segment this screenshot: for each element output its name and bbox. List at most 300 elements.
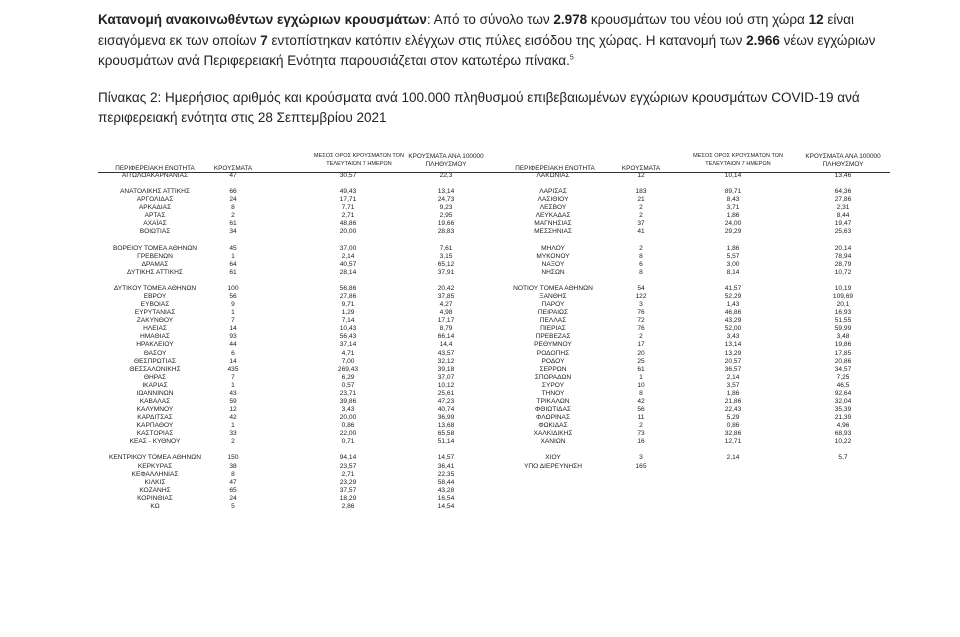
cases-cell: 3 bbox=[639, 301, 643, 309]
avg-cell: 4,71 bbox=[341, 349, 355, 357]
region-cell: ΝΟΤΙΟΥ ΤΟΜΕΑ ΑΘΗΝΩΝ bbox=[513, 284, 593, 292]
region-cell: ΙΩΑΝΝΙΝΩΝ bbox=[136, 389, 174, 397]
avg-cell: 2,14 bbox=[726, 454, 740, 462]
cases-cell: 20 bbox=[637, 349, 645, 357]
region-cell: ΑΙΤΩΛΟΑΚΑΡΝΑΝΙΑΣ bbox=[121, 172, 189, 179]
region-cell: ΚΕΑΣ - ΚΥΘΝΟΥ bbox=[129, 438, 181, 446]
per100k-cell: 58,44 bbox=[437, 478, 455, 486]
per100k-cell: 13,68 bbox=[437, 422, 455, 430]
per100k-cell: 4,27 bbox=[439, 301, 453, 309]
avg-cell: 3,57 bbox=[726, 381, 740, 389]
cases-cell: 14 bbox=[229, 325, 237, 333]
domestic-cases: 2.966 bbox=[746, 32, 780, 48]
per100k-cell: 25,61 bbox=[437, 389, 455, 397]
region-cell: ΦΩΚΙΔΑΣ bbox=[538, 422, 568, 430]
cases-cell: 33 bbox=[229, 430, 237, 438]
region-cell: ΗΛΕΙΑΣ bbox=[143, 325, 167, 333]
header-avg-right: ΜΕΣΟΣ ΟΡΟΣ ΚΡΟΥΣΜΑΤΩΝ ΤΩΝ ΤΕΛΕΥΤΑΙΩΝ 7 ΗΜΕΡΩΝ bbox=[693, 153, 783, 167]
avg-cell: 1,86 bbox=[726, 244, 740, 252]
intro-text-3: είναι εισαγόμενα εκ των οποίων bbox=[98, 12, 854, 48]
region-cell: ΜΕΣΣΗΝΙΑΣ bbox=[534, 228, 572, 236]
header-avg-left: ΜΕΣΟΣ ΟΡΟΣ ΚΡΟΥΣΜΑΤΩΝ ΤΟΝ ΤΕΛΕΥΤΑΙΩΝ 7 ΗΜΕΡΩΝ bbox=[313, 153, 405, 167]
region-cell: ΔΡΑΜΑΣ bbox=[141, 260, 169, 268]
per100k-cell: 40,74 bbox=[437, 406, 455, 414]
per100k-cell: 2,95 bbox=[439, 212, 453, 220]
per100k-cell: 14,57 bbox=[437, 454, 455, 462]
region-cell: ΠΕΙΡΑΙΩΣ bbox=[537, 309, 569, 317]
avg-cell: 6,29 bbox=[341, 373, 355, 381]
avg-cell: 52,29 bbox=[724, 293, 742, 301]
avg-cell: 0,86 bbox=[726, 422, 740, 430]
avg-cell: 24,00 bbox=[724, 220, 742, 228]
cases-cell: 47 bbox=[229, 478, 237, 486]
cases-cell: 6 bbox=[639, 260, 643, 268]
avg-cell: 23,29 bbox=[339, 478, 357, 486]
per100k-cell: 8,44 bbox=[836, 212, 850, 220]
region-cell: ΦΛΩΡΙΝΑΣ bbox=[535, 414, 571, 422]
per100k-cell: 4,96 bbox=[836, 422, 850, 430]
cases-cell: 10 bbox=[637, 381, 645, 389]
region-cell: ΣΠΟΡΑΔΩΝ bbox=[534, 373, 572, 381]
region-cell: ΠΡΕΒΕΖΑΣ bbox=[535, 333, 571, 341]
region-cell: ΝΑΞΟΥ bbox=[541, 260, 565, 268]
cases-cell: 64 bbox=[229, 260, 237, 268]
per100k-cell: 20,14 bbox=[834, 244, 852, 252]
region-cell: ΜΑΓΝΗΣΙΑΣ bbox=[534, 220, 572, 228]
cases-cell: 9 bbox=[231, 301, 235, 309]
cases-cell: 45 bbox=[229, 244, 237, 252]
avg-cell: 48,86 bbox=[339, 220, 357, 228]
per100k-cell: 28,79 bbox=[834, 260, 852, 268]
region-cell: ΚΕΝΤΡΙΚΟΥ ΤΟΜΕΑ ΑΘΗΝΩΝ bbox=[109, 454, 201, 462]
cases-cell: 3 bbox=[639, 454, 643, 462]
cases-cell: 37 bbox=[637, 220, 645, 228]
per100k-cell: 19,86 bbox=[834, 341, 852, 349]
per100k-cell: 7,25 bbox=[836, 373, 850, 381]
avg-cell: 0,57 bbox=[341, 381, 355, 389]
region-cell: ΛΑΡΙΣΑΣ bbox=[539, 188, 567, 196]
per100k-cell: 37,91 bbox=[437, 268, 455, 276]
avg-cell: 22,43 bbox=[724, 406, 742, 414]
region-cell: ΚΑΛΥΜΝΟΥ bbox=[136, 406, 174, 414]
per100k-cell: 65,12 bbox=[437, 260, 455, 268]
per100k-cell: 20,1 bbox=[836, 301, 850, 309]
cases-cell: 24 bbox=[229, 494, 237, 502]
per100k-cell: 19,47 bbox=[834, 220, 852, 228]
avg-cell: 2,14 bbox=[341, 252, 355, 260]
region-cell: ΑΡΤΑΣ bbox=[144, 212, 166, 220]
cases-cell: 1 bbox=[639, 373, 643, 381]
avg-cell: 56,86 bbox=[339, 284, 357, 292]
per100k-cell: 21,39 bbox=[834, 414, 852, 422]
per100k-cell: 9,23 bbox=[439, 204, 453, 212]
avg-cell: 23,71 bbox=[339, 389, 357, 397]
region-cell: ΛΕΥΚΑΔΑΣ bbox=[535, 212, 571, 220]
region-cell: ΦΘΙΩΤΙΔΑΣ bbox=[535, 406, 571, 414]
per100k-cell: 36,99 bbox=[437, 414, 455, 422]
intro-paragraph bbox=[98, 10, 898, 72]
per100k-cell: 7,61 bbox=[439, 244, 453, 252]
avg-cell: 37,14 bbox=[339, 341, 357, 349]
avg-cell: 29,29 bbox=[724, 228, 742, 236]
per100k-cell: 27,86 bbox=[834, 196, 852, 204]
region-cell: ΤΡΙΚΑΛΩΝ bbox=[536, 397, 570, 405]
per100k-cell: 65,58 bbox=[437, 430, 455, 438]
per100k-cell: 64,36 bbox=[834, 188, 852, 196]
cases-cell: 5 bbox=[231, 502, 235, 510]
region-cell: ΚΑΡΠΑΘΟΥ bbox=[136, 422, 174, 430]
avg-cell: 7,14 bbox=[341, 317, 355, 325]
per100k-cell: 4,98 bbox=[439, 309, 453, 317]
cases-cell: 6 bbox=[231, 349, 235, 357]
avg-cell: 1,86 bbox=[726, 212, 740, 220]
header-region-left: ΠΕΡΙΦΕΡΕΙΑΚΗ ΕΝΟΤΗΤΑ bbox=[115, 165, 195, 172]
region-cell: ΘΕΣΠΡΩΤΙΑΣ bbox=[133, 357, 177, 365]
cases-cell: 65 bbox=[229, 486, 237, 494]
avg-cell: 94,14 bbox=[339, 454, 357, 462]
per100k-cell: 22,35 bbox=[437, 470, 455, 478]
footnote-marker: 5 bbox=[569, 54, 574, 62]
region-cell: ΤΗΝΟΥ bbox=[541, 389, 565, 397]
cases-cell: 66 bbox=[229, 188, 237, 196]
cases-cell: 47 bbox=[229, 172, 237, 179]
region-cell: ΣΕΡΡΩΝ bbox=[539, 365, 567, 373]
cases-cell: 72 bbox=[637, 317, 645, 325]
avg-cell: 56,43 bbox=[339, 333, 357, 341]
avg-cell: 3,71 bbox=[726, 204, 740, 212]
region-cell: ΔΥΤΙΚΗΣ ΑΤΤΙΚΗΣ bbox=[127, 268, 183, 276]
cases-cell: 41 bbox=[637, 228, 645, 236]
cases-cell: 183 bbox=[635, 188, 647, 196]
avg-cell: 20,57 bbox=[724, 357, 742, 365]
region-cell: ΙΚΑΡΙΑΣ bbox=[142, 381, 168, 389]
avg-cell: 52,00 bbox=[724, 325, 742, 333]
per100k-cell: 28,83 bbox=[437, 228, 455, 236]
cases-cell: 12 bbox=[637, 172, 645, 179]
per100k-cell: 16,93 bbox=[834, 309, 852, 317]
cases-cell: 2 bbox=[639, 204, 643, 212]
avg-cell: 2,14 bbox=[726, 373, 740, 381]
cases-cell: 61 bbox=[229, 268, 237, 276]
region-cell: ΧΙΟΥ bbox=[545, 454, 561, 462]
region-cell: ΧΑΝΙΩΝ bbox=[540, 438, 566, 446]
region-cell: ΕΥΒΟΙΑΣ bbox=[140, 301, 170, 309]
region-cell: ΑΡΚΑΔΙΑΣ bbox=[138, 204, 172, 212]
per100k-cell: 66,14 bbox=[437, 333, 455, 341]
per100k-cell: 19,66 bbox=[437, 220, 455, 228]
per100k-cell: 34,57 bbox=[834, 365, 852, 373]
per100k-cell: 13,14 bbox=[437, 188, 455, 196]
cases-cell: 24 bbox=[229, 196, 237, 204]
per100k-cell: 24,73 bbox=[437, 196, 455, 204]
cases-cell: 16 bbox=[637, 438, 645, 446]
cases-cell: 21 bbox=[637, 196, 645, 204]
region-cell: ΚΙΛΚΙΣ bbox=[144, 478, 166, 486]
cases-cell: 122 bbox=[635, 293, 647, 301]
avg-cell: 2,86 bbox=[341, 502, 355, 510]
avg-cell: 13,14 bbox=[724, 341, 742, 349]
per100k-cell: 43,28 bbox=[437, 486, 455, 494]
cases-cell: 2 bbox=[231, 212, 235, 220]
region-cell: ΑΡΓΟΛΙΔΑΣ bbox=[136, 196, 174, 204]
per100k-cell: 51,14 bbox=[437, 438, 455, 446]
avg-cell: 37,00 bbox=[339, 244, 357, 252]
per100k-cell: 36,41 bbox=[437, 462, 455, 470]
region-cell: ΖΑΚΥΝΘΟΥ bbox=[136, 317, 174, 325]
per100k-cell: 37,85 bbox=[437, 293, 455, 301]
avg-cell: 49,43 bbox=[339, 188, 357, 196]
avg-cell: 3,43 bbox=[341, 406, 355, 414]
avg-cell: 40,57 bbox=[339, 260, 357, 268]
per100k-cell: 25,63 bbox=[834, 228, 852, 236]
region-cell: ΗΜΑΘΙΑΣ bbox=[140, 333, 170, 341]
gate-cases: 7 bbox=[260, 32, 268, 48]
region-cell: ΡΟΔΟΠΗΣ bbox=[536, 349, 570, 357]
per100k-cell: 10,22 bbox=[834, 438, 852, 446]
avg-cell: 27,86 bbox=[339, 293, 357, 301]
cases-cell: 12 bbox=[229, 406, 237, 414]
cases-cell: 76 bbox=[637, 309, 645, 317]
region-cell: ΚΑΣΤΟΡΙΑΣ bbox=[136, 430, 174, 438]
avg-cell: 2,71 bbox=[341, 212, 355, 220]
region-cell: ΒΟΙΩΤΙΑΣ bbox=[139, 228, 171, 236]
region-cell: ΓΡΕΒΕΝΩΝ bbox=[137, 252, 173, 260]
cases-cell: 2 bbox=[231, 438, 235, 446]
region-cell: ΕΥΡΥΤΑΝΙΑΣ bbox=[134, 309, 176, 317]
cases-cell: 7 bbox=[231, 373, 235, 381]
region-cell: ΚΩ bbox=[150, 502, 160, 510]
region-cell: ΧΑΛΚΙΔΙΚΗΣ bbox=[533, 430, 573, 438]
per100k-cell: 2,31 bbox=[836, 204, 850, 212]
avg-cell: 10,43 bbox=[339, 325, 357, 333]
region-cell: ΚΟΖΑΝΗΣ bbox=[139, 486, 171, 494]
region-cell: ΚΕΦΑΛΛΗΝΙΑΣ bbox=[131, 470, 179, 478]
region-cell: ΚΕΡΚΥΡΑΣ bbox=[137, 462, 173, 470]
cases-cell: 73 bbox=[637, 430, 645, 438]
region-cell: ΞΑΝΘΗΣ bbox=[539, 293, 567, 301]
avg-cell: 13,29 bbox=[724, 349, 742, 357]
region-cell: ΜΗΛΟΥ bbox=[541, 244, 565, 252]
region-cell: ΘΕΣΣΑΛΟΝΙΚΗΣ bbox=[129, 365, 181, 373]
avg-cell: 28,14 bbox=[339, 268, 357, 276]
cases-cell: 2 bbox=[639, 244, 643, 252]
per100k-cell: 16,54 bbox=[437, 494, 455, 502]
cases-cell: 8 bbox=[639, 389, 643, 397]
avg-cell: 8,43 bbox=[726, 196, 740, 204]
cases-cell: 1 bbox=[231, 381, 235, 389]
avg-cell: 10,14 bbox=[724, 172, 742, 179]
per100k-cell: 43,57 bbox=[437, 349, 455, 357]
region-cell: ΑΧΑΪΑΣ bbox=[143, 220, 167, 228]
region-cell: ΣΥΡΟΥ bbox=[541, 381, 565, 389]
intro-text-5: νέων εγχώριων κρουσμάτων ανά Περιφερειακή Ενότητα παρουσιάζεται στον κατωτέρω πίνακα. bbox=[98, 32, 876, 68]
avg-cell: 30,57 bbox=[339, 172, 357, 179]
per100k-cell: 8,79 bbox=[439, 325, 453, 333]
region-cell: ΕΒΡΟΥ bbox=[143, 293, 167, 301]
avg-cell: 0,86 bbox=[341, 422, 355, 430]
cases-cell: 93 bbox=[229, 333, 237, 341]
cases-cell: 17 bbox=[637, 341, 645, 349]
avg-cell: 8,14 bbox=[726, 268, 740, 276]
per100k-cell: 10,12 bbox=[437, 381, 455, 389]
per100k-cell: 10,72 bbox=[834, 268, 852, 276]
avg-cell: 12,71 bbox=[724, 438, 742, 446]
region-cell: ΠΑΡΟΥ bbox=[541, 301, 565, 309]
cases-cell: 61 bbox=[229, 220, 237, 228]
header-cases-right: ΚΡΟΥΣΜΑΤΑ bbox=[621, 165, 661, 172]
per100k-cell: 13,46 bbox=[834, 172, 852, 179]
intro-text-4: εντοπίστηκαν κατόπιν ελέγχων στις πύλες εισόδου της χώρας. Η κατανομή των bbox=[267, 32, 747, 48]
avg-cell: 5,57 bbox=[726, 252, 740, 260]
cases-table bbox=[98, 150, 898, 570]
cases-cell: 435 bbox=[227, 365, 239, 373]
avg-cell: 39,86 bbox=[339, 397, 357, 405]
region-cell: ΜΥΚΟΝΟΥ bbox=[536, 252, 570, 260]
per100k-cell: 68,93 bbox=[834, 430, 852, 438]
cases-cell: 1 bbox=[231, 422, 235, 430]
region-cell: ΒΟΡΕΙΟΥ ΤΟΜΕΑ ΑΘΗΝΩΝ bbox=[112, 244, 198, 252]
per100k-cell: 14,4 bbox=[439, 341, 453, 349]
avg-cell: 2,71 bbox=[341, 470, 355, 478]
cases-cell: 25 bbox=[637, 357, 645, 365]
avg-cell: 21,86 bbox=[724, 397, 742, 405]
cases-cell: 38 bbox=[229, 462, 237, 470]
avg-cell: 36,57 bbox=[724, 365, 742, 373]
cases-cell: 8 bbox=[639, 268, 643, 276]
region-cell: ΚΑΡΔΙΤΣΑΣ bbox=[137, 414, 173, 422]
per100k-cell: 51,55 bbox=[834, 317, 852, 325]
cases-cell: 34 bbox=[229, 228, 237, 236]
avg-cell: 22,00 bbox=[339, 430, 357, 438]
per100k-cell: 5,7 bbox=[838, 454, 848, 462]
region-cell: ΡΕΘΥΜΝΟΥ bbox=[534, 341, 572, 349]
avg-cell: 3,00 bbox=[726, 260, 740, 268]
avg-cell: 269,43 bbox=[337, 365, 359, 373]
per100k-cell: 14,54 bbox=[437, 502, 455, 510]
avg-cell: 37,57 bbox=[339, 486, 357, 494]
cases-cell: 2 bbox=[639, 333, 643, 341]
per100k-cell: 39,18 bbox=[437, 365, 455, 373]
region-cell: ΚΟΡΙΝΘΙΑΣ bbox=[137, 494, 173, 502]
avg-cell: 17,71 bbox=[339, 196, 357, 204]
cases-cell: 100 bbox=[227, 284, 239, 292]
cases-cell: 76 bbox=[637, 325, 645, 333]
cases-cell: 165 bbox=[635, 462, 647, 470]
region-cell: ΡΟΔΟΥ bbox=[541, 357, 565, 365]
header-per100k-left: ΚΡΟΥΣΜΑΤΑ ΑΝΑ 100000 ΠΛΗΘΥΣΜΟΥ bbox=[408, 153, 484, 168]
cases-cell: 7 bbox=[231, 317, 235, 325]
avg-cell: 41,57 bbox=[724, 284, 742, 292]
per100k-cell: 47,23 bbox=[437, 397, 455, 405]
region-cell: ΛΑΚΩΝΙΑΣ bbox=[536, 172, 570, 179]
per100k-cell: 17,17 bbox=[437, 317, 455, 325]
region-cell: ΗΡΑΚΛΕΙΟΥ bbox=[136, 341, 174, 349]
per100k-cell: 3,48 bbox=[836, 333, 850, 341]
region-cell: ΝΗΣΩΝ bbox=[541, 268, 565, 276]
avg-cell: 1,43 bbox=[726, 301, 740, 309]
per100k-cell: 32,12 bbox=[437, 357, 455, 365]
region-cell: ΘΗΡΑΣ bbox=[143, 373, 167, 381]
cases-cell: 56 bbox=[637, 406, 645, 414]
cases-cell: 54 bbox=[637, 284, 645, 292]
avg-cell: 9,71 bbox=[341, 301, 355, 309]
table-caption: Πίνακας 2: Ημερήσιος αριθμός και κρούσματα ανά 100.000 πληθυσμού επιβεβαιωμένων εγχώριων κρουσμάτων COVID-19 ανά περιφερειακή ενότητα στις 28 Σεπτεμβρίου 2021 bbox=[98, 90, 860, 125]
region-cell: ΛΕΣΒΟΥ bbox=[539, 204, 567, 212]
per100k-cell: 92,64 bbox=[834, 389, 852, 397]
total-cases: 2.978 bbox=[553, 12, 588, 27]
header-per100k-right: ΚΡΟΥΣΜΑΤΑ ΑΝΑ 100000 ΠΛΗΘΥΣΜΟΥ bbox=[805, 153, 881, 168]
region-cell: ΔΥΤΙΚΟΥ ΤΟΜΕΑ ΑΘΗΝΩΝ bbox=[113, 284, 197, 292]
cases-cell: 150 bbox=[227, 454, 239, 462]
region-cell: ΠΙΕΡΙΑΣ bbox=[540, 325, 566, 333]
per100k-cell: 20,42 bbox=[437, 284, 455, 292]
intro-label: Κατανομή ανακοινωθέντων εγχώριων κρουσμάτων bbox=[98, 12, 427, 27]
per100k-cell: 35,39 bbox=[834, 406, 852, 414]
avg-cell: 46,86 bbox=[724, 309, 742, 317]
avg-cell: 32,86 bbox=[724, 430, 742, 438]
cases-cell: 59 bbox=[229, 397, 237, 405]
intro-text-2: κρουσμάτων του νέου ιού στη χώρα bbox=[587, 12, 809, 27]
intro-text-1: : Από το σύνολο των bbox=[426, 12, 554, 27]
region-cell: ΘΑΣΟΥ bbox=[143, 349, 167, 357]
cases-cell: 42 bbox=[229, 414, 237, 422]
avg-cell: 7,71 bbox=[341, 204, 355, 212]
region-cell: ΛΑΣΙΘΙΟΥ bbox=[537, 196, 569, 204]
per100k-cell: 37,07 bbox=[437, 373, 455, 381]
region-cell: ΥΠΟ ΔΙΕΡΕΥΝΗΣΗ bbox=[524, 462, 582, 470]
region-cell: ΑΝΑΤΟΛΙΚΗΣ ΑΤΤΙΚΗΣ bbox=[120, 188, 190, 196]
cases-cell: 43 bbox=[229, 389, 237, 397]
cases-cell: 42 bbox=[637, 397, 645, 405]
per100k-cell: 3,15 bbox=[439, 252, 453, 260]
avg-cell: 1,86 bbox=[726, 389, 740, 397]
per100k-cell: 17,85 bbox=[834, 349, 852, 357]
per100k-cell: 10,19 bbox=[834, 284, 852, 292]
avg-cell: 0,71 bbox=[341, 438, 355, 446]
cases-cell: 2 bbox=[639, 212, 643, 220]
avg-cell: 23,57 bbox=[339, 462, 357, 470]
header-cases-left: ΚΡΟΥΣΜΑΤΑ bbox=[213, 165, 253, 172]
avg-cell: 20,00 bbox=[339, 228, 357, 236]
header-region-right: ΠΕΡΙΦΕΡΕΙΑΚΗ ΕΝΟΤΗΤΑ bbox=[515, 165, 595, 172]
per100k-cell: 109,69 bbox=[832, 293, 854, 301]
per100k-cell: 78,94 bbox=[834, 252, 852, 260]
avg-cell: 89,71 bbox=[724, 188, 742, 196]
cases-cell: 8 bbox=[231, 204, 235, 212]
avg-cell: 43,29 bbox=[724, 317, 742, 325]
cases-cell: 14 bbox=[229, 357, 237, 365]
cases-cell: 1 bbox=[231, 252, 235, 260]
per100k-cell: 20,86 bbox=[834, 357, 852, 365]
avg-cell: 3,43 bbox=[726, 333, 740, 341]
region-cell: ΠΕΛΛΑΣ bbox=[539, 317, 567, 325]
per100k-cell: 22,3 bbox=[439, 172, 453, 179]
per100k-cell: 32,04 bbox=[834, 397, 852, 405]
cases-cell: 8 bbox=[639, 252, 643, 260]
cases-cell: 2 bbox=[639, 422, 643, 430]
avg-cell: 20,00 bbox=[339, 414, 357, 422]
per100k-cell: 59,99 bbox=[834, 325, 852, 333]
avg-cell: 7,00 bbox=[341, 357, 355, 365]
cases-cell: 1 bbox=[231, 309, 235, 317]
avg-cell: 18,29 bbox=[339, 494, 357, 502]
cases-cell: 56 bbox=[229, 293, 237, 301]
cases-cell: 61 bbox=[637, 365, 645, 373]
cases-cell: 8 bbox=[231, 470, 235, 478]
per100k-cell: 46,5 bbox=[836, 381, 850, 389]
cases-cell: 44 bbox=[229, 341, 237, 349]
imported-cases: 12 bbox=[808, 12, 824, 27]
